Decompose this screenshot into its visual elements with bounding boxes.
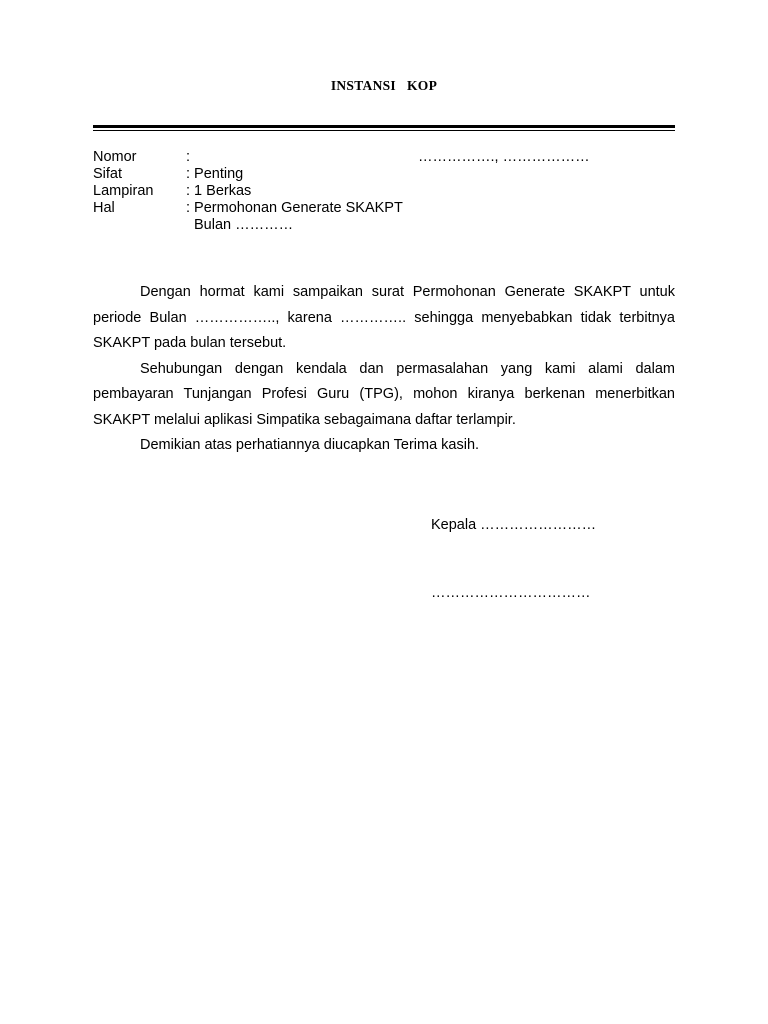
body-paragraph-1: Dengan hormat kami sampaikan surat Permohonan Generate SKAKPT untuk periode Bulan …………….., karena ………….. sehingga menyebabkan tidak terbitnya SKAKPT pada bulan tersebut. <box>93 284 675 351</box>
meta-value-lampiran: : 1 Berkas <box>186 183 252 199</box>
body-paragraph-3: Demikian atas perhatiannya diucapkan Terima kasih. <box>140 437 480 453</box>
place-date: ……………., ……………… <box>418 149 590 165</box>
meta-row-lampiran <box>93 183 252 200</box>
meta-value-hal: : Permohonan Generate SKAKPT <box>186 200 403 216</box>
meta-label-sifat: Sifat <box>93 166 123 182</box>
body-paragraph-2: Sehubungan dengan kendala dan permasalahan yang kami alami dalam pembayaran Tunjangan Profesi Guru (TPG), mohon kiranya berkenan menerbitkan SKAKPT melalui aplikasi Simpatika sebagaimana daftar terlampir. <box>93 360 675 428</box>
meta-row-hal-continuation <box>93 217 294 234</box>
meta-value-nomor: : <box>186 149 191 165</box>
meta-label-nomor: Nomor <box>93 149 137 165</box>
meta-label-lampiran: Lampiran <box>93 183 154 199</box>
letterhead-divider-thick <box>93 125 675 128</box>
letterhead-divider-thin <box>93 130 675 131</box>
letterhead-title: INSTANSI KOP <box>330 78 438 93</box>
meta-row-hal <box>93 200 403 217</box>
signature-title: Kepala …………………… <box>431 517 597 533</box>
letter-body <box>93 280 675 459</box>
signature-name: …………………………… <box>431 585 591 601</box>
letter-meta-block <box>93 149 403 234</box>
meta-value-hal-continuation: Bulan ………… <box>194 217 294 233</box>
meta-value-sifat: : Penting <box>186 166 244 182</box>
meta-row-nomor <box>93 149 191 166</box>
meta-row-sifat <box>93 166 244 183</box>
meta-label-hal: Hal <box>93 200 115 216</box>
